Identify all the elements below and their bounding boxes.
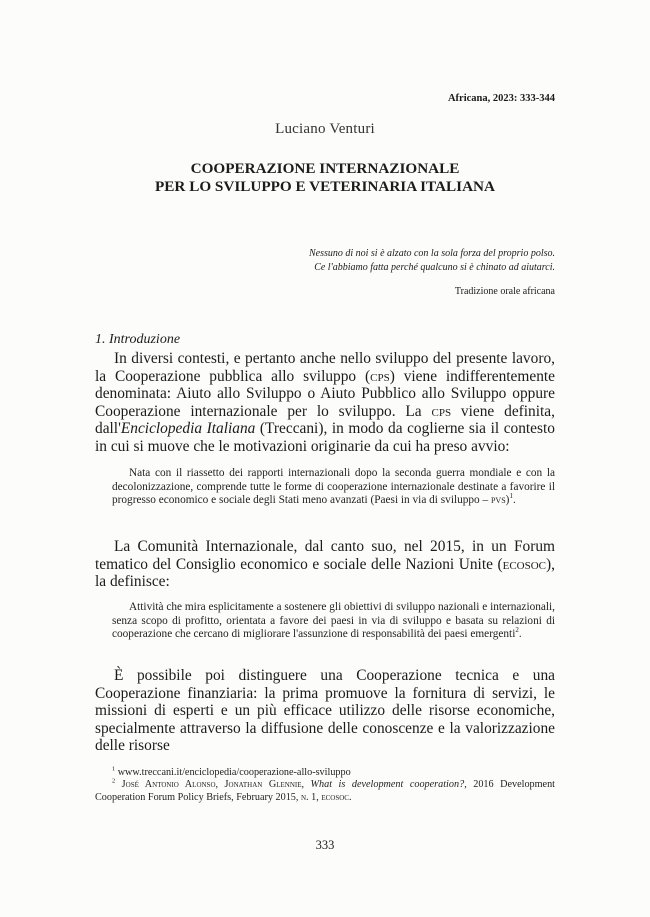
title-line-1: COOPERAZIONE INTERNAZIONALE xyxy=(190,160,460,177)
epigraph xyxy=(309,247,555,275)
author-name: Luciano Venturi xyxy=(275,121,375,137)
epigraph-line-1: Nessuno di noi si è alzato con la sola forza del proprio polso. xyxy=(308,248,555,259)
paragraph-intro: In diversi contesti, e pertanto anche nello sviluppo del presente lavoro, la Cooperazione pubblica allo sviluppo (cps) viene indifferentemente denominata: Aiuto allo Sviluppo o Aiuto Pubblico allo Sviluppo oppure Cooperazione internazionale per lo sviluppo. La cps viene definita, dall'Enciclopedia Italiana (Treccani), in modo da coglierne sia il contesto in cui si muove che le motivazioni originarie da cui ha preso avvio: xyxy=(95,350,555,455)
acronym-cps: cps xyxy=(431,402,452,420)
acronym-ecosoc: ecosoc xyxy=(502,555,547,573)
block-quote-1: Nata con il riassetto dei rapporti internazionali dopo la seconda guerra mondiale e con la decolonizzazione, comprende tutte le forme di cooperazione internazionale destinate a favorire il progresso economico e sociale degli Stati meno avanzati (Paesi in via di sviluppo – pvs)$^1$. xyxy=(112,467,555,506)
running-head: Africana, 2023: 333-344 xyxy=(447,93,555,104)
acronym-cps: cps xyxy=(370,367,390,385)
footnote-ref-1: 1 xyxy=(509,492,513,501)
article-title xyxy=(0,160,650,196)
title-line-2: PER LO SVILUPPO E VETERINARIA ITALIANA xyxy=(155,178,495,195)
encyclopedia-title: Enciclopedia Italiana xyxy=(120,420,256,438)
footnote-2: $^2$ José Antonio Alonso, Jonathan Glennie, What is development cooperation?, 2016 Development Cooperation Forum Policy Briefs, February 2015, n. 1, ecosoc. xyxy=(95,777,556,803)
footnote-2-authors: José Antonio Alonso, Jonathan Glennie xyxy=(121,779,302,790)
section-heading: 1. Introduzione xyxy=(95,332,181,347)
paragraph-cooperazione: È possibile poi distinguere una Cooperazione tecnica e una Cooperazione finanziaria: la prima promuove la fornitura di servizi, le missioni di esperti e un più efficace utilizzo delle risorse economiche, specialmente attraverso la diffusione delle conoscenze e la valorizzazione delle risorse xyxy=(95,667,555,755)
page-number: 333 xyxy=(315,838,335,852)
footnote-ref-2: 2 xyxy=(515,626,519,635)
footnote-1: $^1$ www.treccani.it/enciclopedia/cooperazione-allo-sviluppo xyxy=(112,765,351,778)
footnote-2-title: What is development cooperation? xyxy=(310,779,465,790)
block-quote-2: Attività che mira esplicitamente a sostenere gli obiettivi di sviluppo nazionali e internazionali, senza scopo di profitto, orientata a favore dei paesi in via di sviluppo e basata su relazioni di cooperazione che cercano di migliorare l'assunzione di responsabilità dei paesi emergenti$^2$. xyxy=(112,601,555,640)
epigraph-line-2: Ce l'abbiamo fatta perché qualcuno si è chinato ad aiutarci. xyxy=(314,262,555,273)
paragraph-comunita: La Comunità Internazionale, dal canto suo, nel 2015, in un Forum tematico del Consiglio economico e sociale delle Nazioni Unite (ecosoc), la definisce: xyxy=(95,538,555,591)
epigraph-source: Tradizione orale africana xyxy=(454,286,555,297)
footnote-1-url: www.treccani.it/enciclopedia/cooperazione-allo-sviluppo xyxy=(117,767,351,778)
